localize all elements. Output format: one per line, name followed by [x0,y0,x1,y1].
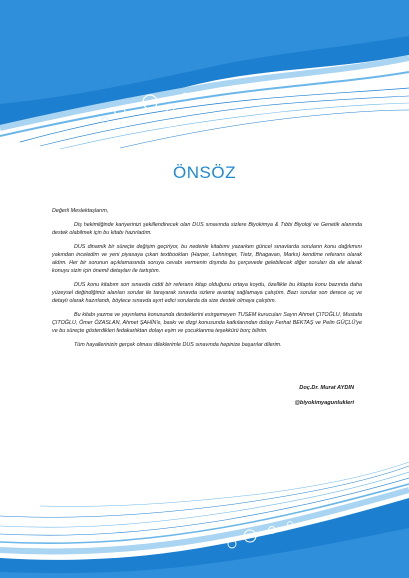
paragraph: DUS dinamik bir süreçte değişim geçiriyor, bu nedenle kitabımı yazarken güncel sınavlarda soruların konu dağılımını yakından inceledim ve yeni piyasaya çıkan textbookları (Harper, Lehninger, Tietz, Bhagavan, Marks) kendime referans olarak aldım. Her bir sorunun açıklamasında soruya cevabı vermenin dışında bu çerçevede gelebilecek diğer soruları da ele alarak konuyu sizin için önemli detayları ile tartıştım. [52,244,362,274]
paragraph: Bu kitabı yazma ve yayınlama konusunda desteklerini esirgemeyen TUSEM kurucuları Sayın Ahmet ÇITOĞLU, Mustafa ÇITOĞLU, Ömer ÖZASLAN, Ahmet ŞAHİN'e, baskı ve dizgi konusunda katkılarından dolayı Ferhat BEKTAŞ ve Pelin GÜÇLÜ'ye ve bu süreçte gösterdikleri fedakarlıktan dolayı eşim ve çocuklarıma teşekkürü borç bilirim. [52,312,362,334]
paragraph: Diş hekimliğinde kariyerinizi şekillendirecek olan DUS sınavında sizlere Biyokimya & Tıbbi Biyoloji ve Genetik alanında destek olabilmek için bu kitabı hazırladım. [52,222,362,236]
greeting-line: Değerli Meslektaşlarım, [52,208,109,214]
author-handle: @biyokimyagunlukleri [294,400,354,406]
paragraph: Tüm hayallerinizin gerçek olması dileklerimle DUS sınavında hepinize başarılar dilerim. [74,342,282,348]
author-name: Doç.Dr. Murat AYDIN [299,385,354,391]
paragraph: DUS konu kitabım son sınavda ciddi bir referans kitap olduğunu ortaya koydu, özellikle bu kitapta konu bazında daha yüzeysel değindiğimiz alanları sorular ile tarayarak sınavda sizlere avantaj sağlamaya çalıştım. Bazı sorular son derece uç ve detaylı olarak hazırlandı, böylece sınavda ayırt edici sorularda da size destek olmaya çalıştım. [52,282,362,304]
preface-body [52,207,362,355]
page-title: ÖNSÖZ [173,163,236,182]
